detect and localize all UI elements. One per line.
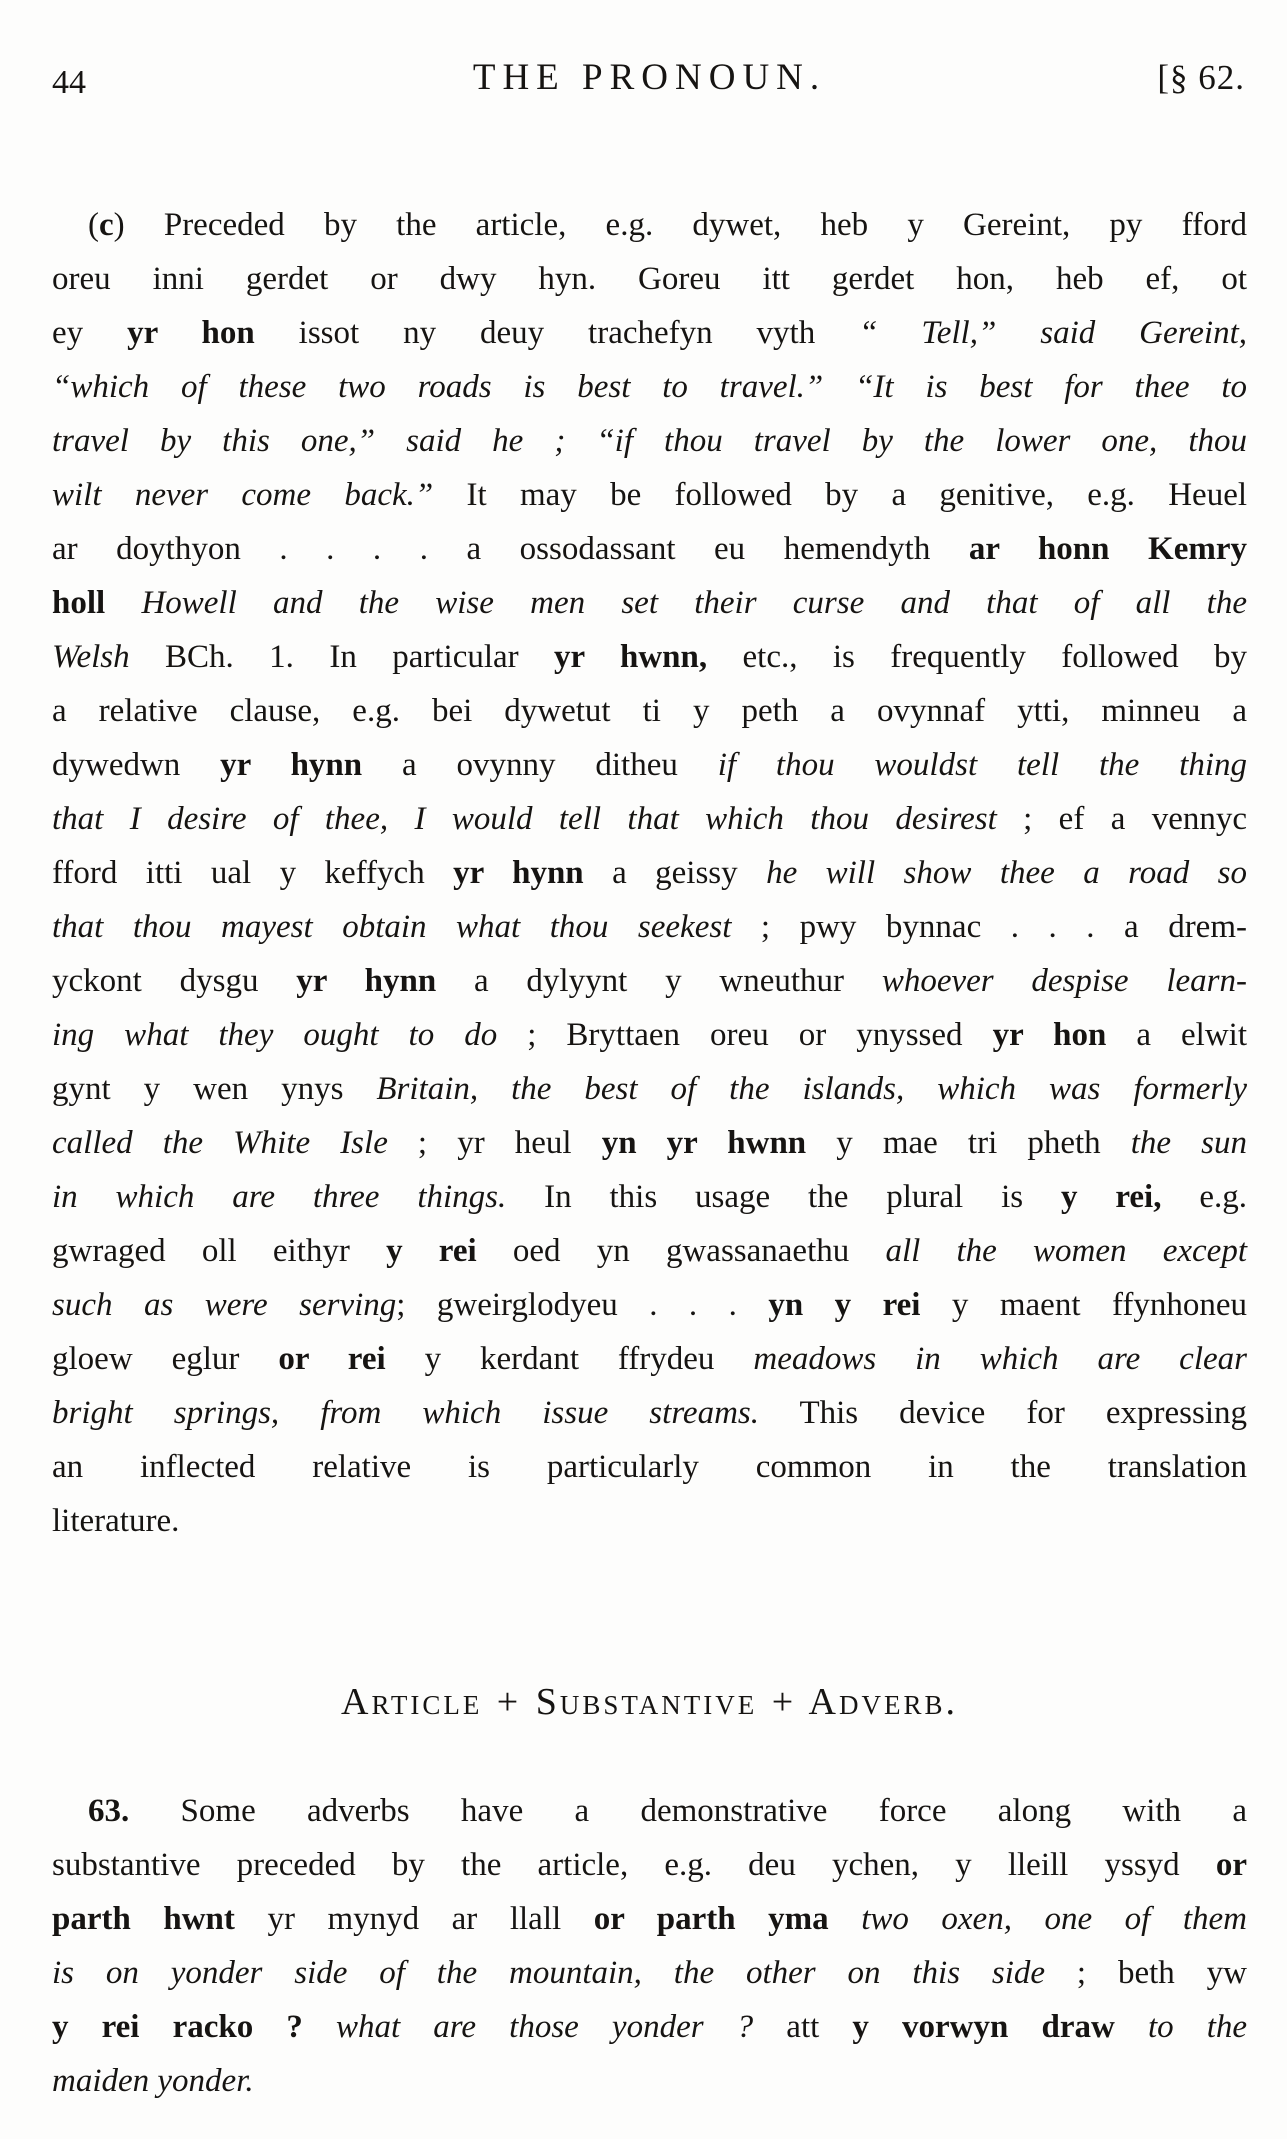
text-run: two oxen, one of them <box>861 1901 1248 1937</box>
text-run: yckont dysgu <box>52 963 297 999</box>
text-run: ; ef a vennyc <box>996 801 1248 837</box>
text-run: ing what they ought to do <box>52 1017 498 1053</box>
text-line <box>52 414 1247 468</box>
text-run: issot ny deuy trachefyn vyth <box>254 315 860 351</box>
text-line <box>52 1892 1247 1946</box>
text-run: ey <box>52 315 128 351</box>
text-line <box>52 954 1247 1008</box>
page-header <box>52 56 1247 104</box>
text-run: It may be followed by a genitive, e.g. Heuel <box>433 477 1248 513</box>
text-line <box>52 522 1247 576</box>
text-line <box>52 1008 1247 1062</box>
text-run: he will show thee a road so <box>766 855 1247 891</box>
text-run: yr hon <box>127 315 255 351</box>
text-run: ar honn Kemry <box>968 531 1247 567</box>
text-run: oed yn gwassanaethu <box>476 1233 886 1269</box>
text-run: Welsh <box>52 639 130 675</box>
text-run: Britain, the best of the islands, which was formerly <box>376 1071 1247 1107</box>
text-run: c <box>99 207 114 243</box>
text-run: to the <box>1147 2009 1248 2045</box>
text-run: in which are three things. <box>52 1179 507 1215</box>
text-run: substantive preceded by the article, e.g. deu ychen, y lleill yssyd <box>52 1847 1216 1883</box>
text-run: travel by this one,” said he ; “if thou travel by the lower one, thou <box>52 423 1247 459</box>
text-run: gloew eglur <box>52 1341 279 1377</box>
text-run: ; yr heul <box>387 1125 602 1161</box>
text-run: Some adverbs have a demonstrative force along with a <box>129 1793 1247 1829</box>
text-run: if thou wouldst tell the thing <box>717 747 1247 783</box>
text-run: “which of these two roads is best to travel.” “It is best for thee to <box>52 369 1247 405</box>
text-line <box>52 1386 1247 1440</box>
text-run: yr hwnn, <box>554 639 708 675</box>
text-run: is on yonder side of the mountain, the other on this side <box>52 1955 1046 1991</box>
section-heading: Article + Substantive + Adverb. <box>341 1681 958 1723</box>
text-run: called the White Isle <box>52 1125 388 1161</box>
text-run: ) Preceded by the article, e.g. dywet, heb y Gereint, py fford <box>113 207 1247 243</box>
text-run: all the women except <box>885 1233 1247 1269</box>
text-run: ( <box>88 207 99 243</box>
text-line <box>52 1946 1247 2000</box>
text-line <box>52 2054 1247 2108</box>
text-run: a relative clause, e.g. bei dywetut ti y peth a ovynnaf ytti, minneu a <box>52 693 1247 729</box>
page-body <box>52 198 1247 2108</box>
text-run: ar doythyon . . . . a ossodassant eu hemendyth <box>52 531 969 567</box>
text-run: ; gweirglodyeu . . . <box>396 1287 769 1323</box>
text-run: or <box>1215 1847 1247 1883</box>
text-line <box>52 306 1247 360</box>
text-run: oreu inni gerdet or dwy hyn. Goreu itt gerdet hon, heb ef, ot <box>52 261 1247 297</box>
text-line <box>52 1784 1247 1838</box>
text-run: whoever despise learn- <box>881 963 1247 999</box>
text-run: y vorwyn draw <box>852 2009 1115 2045</box>
text-run: y mae tri pheth <box>806 1125 1131 1161</box>
text-run: parth hwnt <box>52 1901 235 1937</box>
text-run <box>829 1901 862 1937</box>
text-run: or parth yma <box>593 1901 829 1937</box>
text-run: wilt never come back.” <box>52 477 434 513</box>
text-line <box>52 468 1247 522</box>
section-reference: [§ 62. <box>1157 58 1245 97</box>
text-line <box>52 360 1247 414</box>
text-run <box>1115 2009 1148 2045</box>
text-line <box>52 738 1247 792</box>
text-run: yr hynn <box>296 963 437 999</box>
text-run: literature. <box>52 1503 180 1539</box>
text-run: a ovynny ditheu <box>362 747 718 783</box>
text-line <box>52 1062 1247 1116</box>
text-line <box>52 792 1247 846</box>
text-run: This device for expressing <box>759 1395 1247 1431</box>
text-line <box>52 1332 1247 1386</box>
text-line <box>52 1224 1247 1278</box>
text-line <box>52 1494 1247 1548</box>
text-run <box>303 2009 336 2045</box>
text-line <box>52 2000 1247 2054</box>
running-title: THE PRONOUN. <box>472 57 827 98</box>
text-run: dywedwn <box>52 747 221 783</box>
text-line <box>52 1838 1247 1892</box>
text-run: fford itti ual y keffych <box>52 855 454 891</box>
text-run: a dylyynt y wneuthur <box>436 963 882 999</box>
text-line <box>52 684 1247 738</box>
text-run: a geissy <box>583 855 767 891</box>
text-run: ; Bryttaen oreu or ynyssed <box>497 1017 993 1053</box>
text-line <box>52 1440 1247 1494</box>
text-line <box>52 1170 1247 1224</box>
text-run: yn yr hwnn <box>601 1125 807 1161</box>
text-run: yr hon <box>992 1017 1107 1053</box>
text-line <box>52 1116 1247 1170</box>
paragraph-section-63 <box>52 1784 1247 2108</box>
text-run: y kerdant ffrydeu <box>385 1341 754 1377</box>
paragraph-section-62c <box>52 198 1247 1548</box>
text-run: a elwit <box>1106 1017 1247 1053</box>
text-run: ; pwy bynnac . . . a drem- <box>731 909 1247 945</box>
text-run: y rei <box>386 1233 477 1269</box>
text-run: yr mynyd ar llall <box>234 1901 594 1937</box>
text-run: that I desire of thee, I would tell that which thou desirest <box>52 801 997 837</box>
text-run: ; beth yw <box>1045 1955 1247 1991</box>
text-run: y rei, <box>1060 1179 1162 1215</box>
text-run: gwraged oll eithyr <box>52 1233 387 1269</box>
text-run: that thou mayest obtain what thou seekest <box>52 909 732 945</box>
text-run: meadows in which are clear <box>753 1341 1247 1377</box>
text-run: att <box>753 2009 853 2045</box>
text-run: such as were serving <box>52 1287 397 1323</box>
text-run: e.g. <box>1161 1179 1248 1215</box>
text-run: or rei <box>278 1341 386 1377</box>
text-run: maiden yonder. <box>52 2063 254 2099</box>
text-run: BCh. 1. In particular <box>129 639 555 675</box>
text-run: gynt y wen ynys <box>52 1071 377 1107</box>
text-run: the sun <box>1130 1125 1247 1161</box>
text-run: “ Tell,” said Gereint, <box>859 315 1247 351</box>
text-run: yr hynn <box>453 855 584 891</box>
text-line <box>52 1278 1247 1332</box>
text-run: yr hynn <box>220 747 363 783</box>
text-run: In this usage the plural is <box>506 1179 1061 1215</box>
text-run: what are those yonder ? <box>335 2009 754 2045</box>
text-line <box>52 630 1247 684</box>
text-run: 63. <box>88 1793 130 1829</box>
text-line <box>52 198 1247 252</box>
page-number: 44 <box>52 64 86 101</box>
text-line <box>52 846 1247 900</box>
text-run: an inflected relative is particularly common in the translation <box>52 1449 1247 1485</box>
text-run: y rei racko ? <box>52 2009 303 2045</box>
text-run <box>105 585 141 621</box>
text-run: etc., is frequently followed by <box>707 639 1248 675</box>
text-run: Howell and the wise men set their curse and that of all the <box>141 585 1247 621</box>
text-run: holl <box>52 585 106 621</box>
text-line <box>52 900 1247 954</box>
text-run: y maent ffynhoneu <box>920 1287 1247 1323</box>
text-line <box>52 576 1247 630</box>
text-run: bright springs, from which issue streams. <box>52 1395 760 1431</box>
text-line <box>52 252 1247 306</box>
text-run: yn y rei <box>768 1287 921 1323</box>
